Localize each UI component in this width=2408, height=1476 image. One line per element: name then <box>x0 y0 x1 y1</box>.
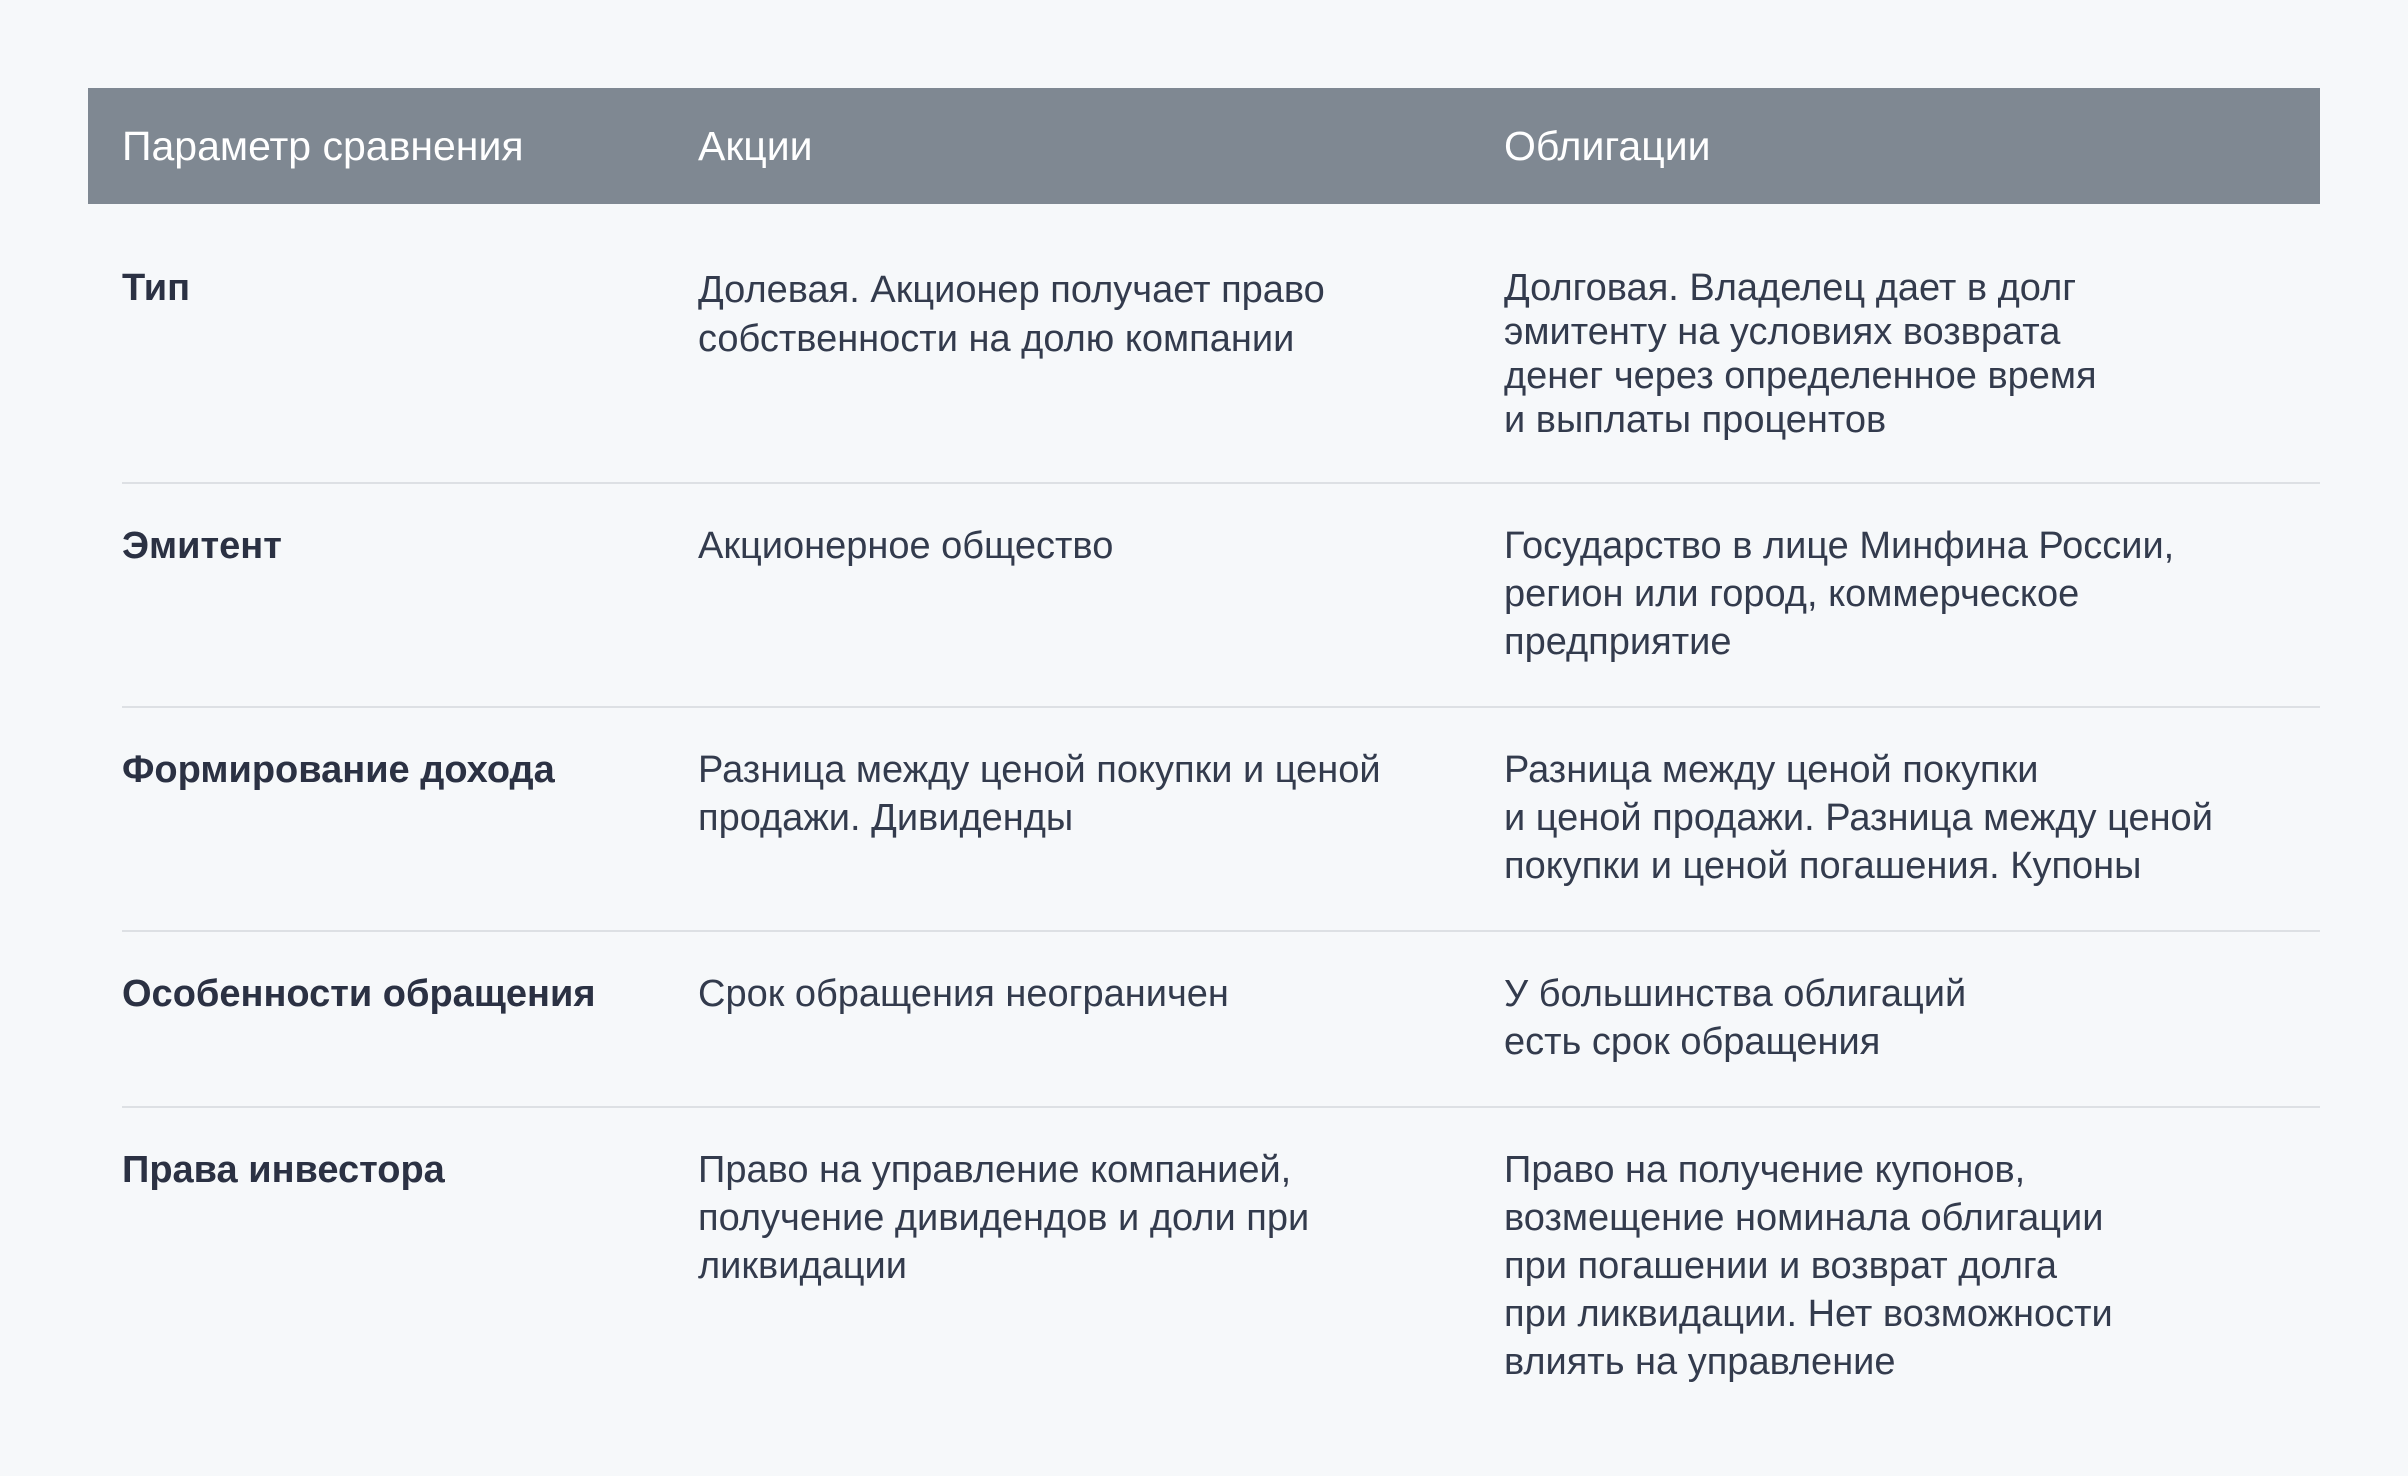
row-bonds: Разница между ценой покупки и ценой продажи. Разница между ценой покупки и ценой погашения. Купоны <box>1504 749 2213 887</box>
row-stocks: Срок обращения неограничен <box>698 973 1229 1015</box>
header-stocks: Акции <box>698 123 813 169</box>
row-stocks: Разница между ценой покупки и ценой продажи. Дивиденды <box>698 749 1381 839</box>
row-bonds: Долговая. Владелец дает в долг эмитенту на условиях возврата денег через определенное время и выплаты процентов <box>1504 267 2097 441</box>
row-divider <box>122 706 2320 708</box>
row-bonds: У большинства облигаций есть срок обращения <box>1504 973 1967 1063</box>
row-divider <box>122 930 2320 932</box>
comparison-table <box>88 88 2320 1383</box>
row-bonds: Государство в лице Минфина России, регион или город, коммерческое предприятие <box>1504 525 2175 663</box>
row-param: Эмитент <box>122 525 282 567</box>
row-param: Права инвестора <box>122 1149 445 1191</box>
row-divider <box>122 1106 2320 1108</box>
row-param: Тип <box>122 267 191 309</box>
row-param: Особенности обращения <box>122 973 596 1015</box>
row-stocks: Право на управление компанией, получение дивидендов и доли при ликвидации <box>698 1149 1310 1287</box>
row-divider <box>122 482 2320 484</box>
header-param: Параметр сравнения <box>122 123 524 169</box>
row-stocks: Долевая. Акционер получает право собственности на долю компании <box>698 269 1325 360</box>
header-bonds: Облигации <box>1504 123 1711 169</box>
row-bonds: Право на получение купонов, возмещение номинала облигации при погашении и возврат долга при ликвидации. Нет возможности влиять на управление <box>1504 1149 2113 1383</box>
row-param: Формирование дохода <box>122 749 555 791</box>
table-header <box>88 88 2320 204</box>
row-stocks: Акционерное общество <box>698 525 1114 567</box>
